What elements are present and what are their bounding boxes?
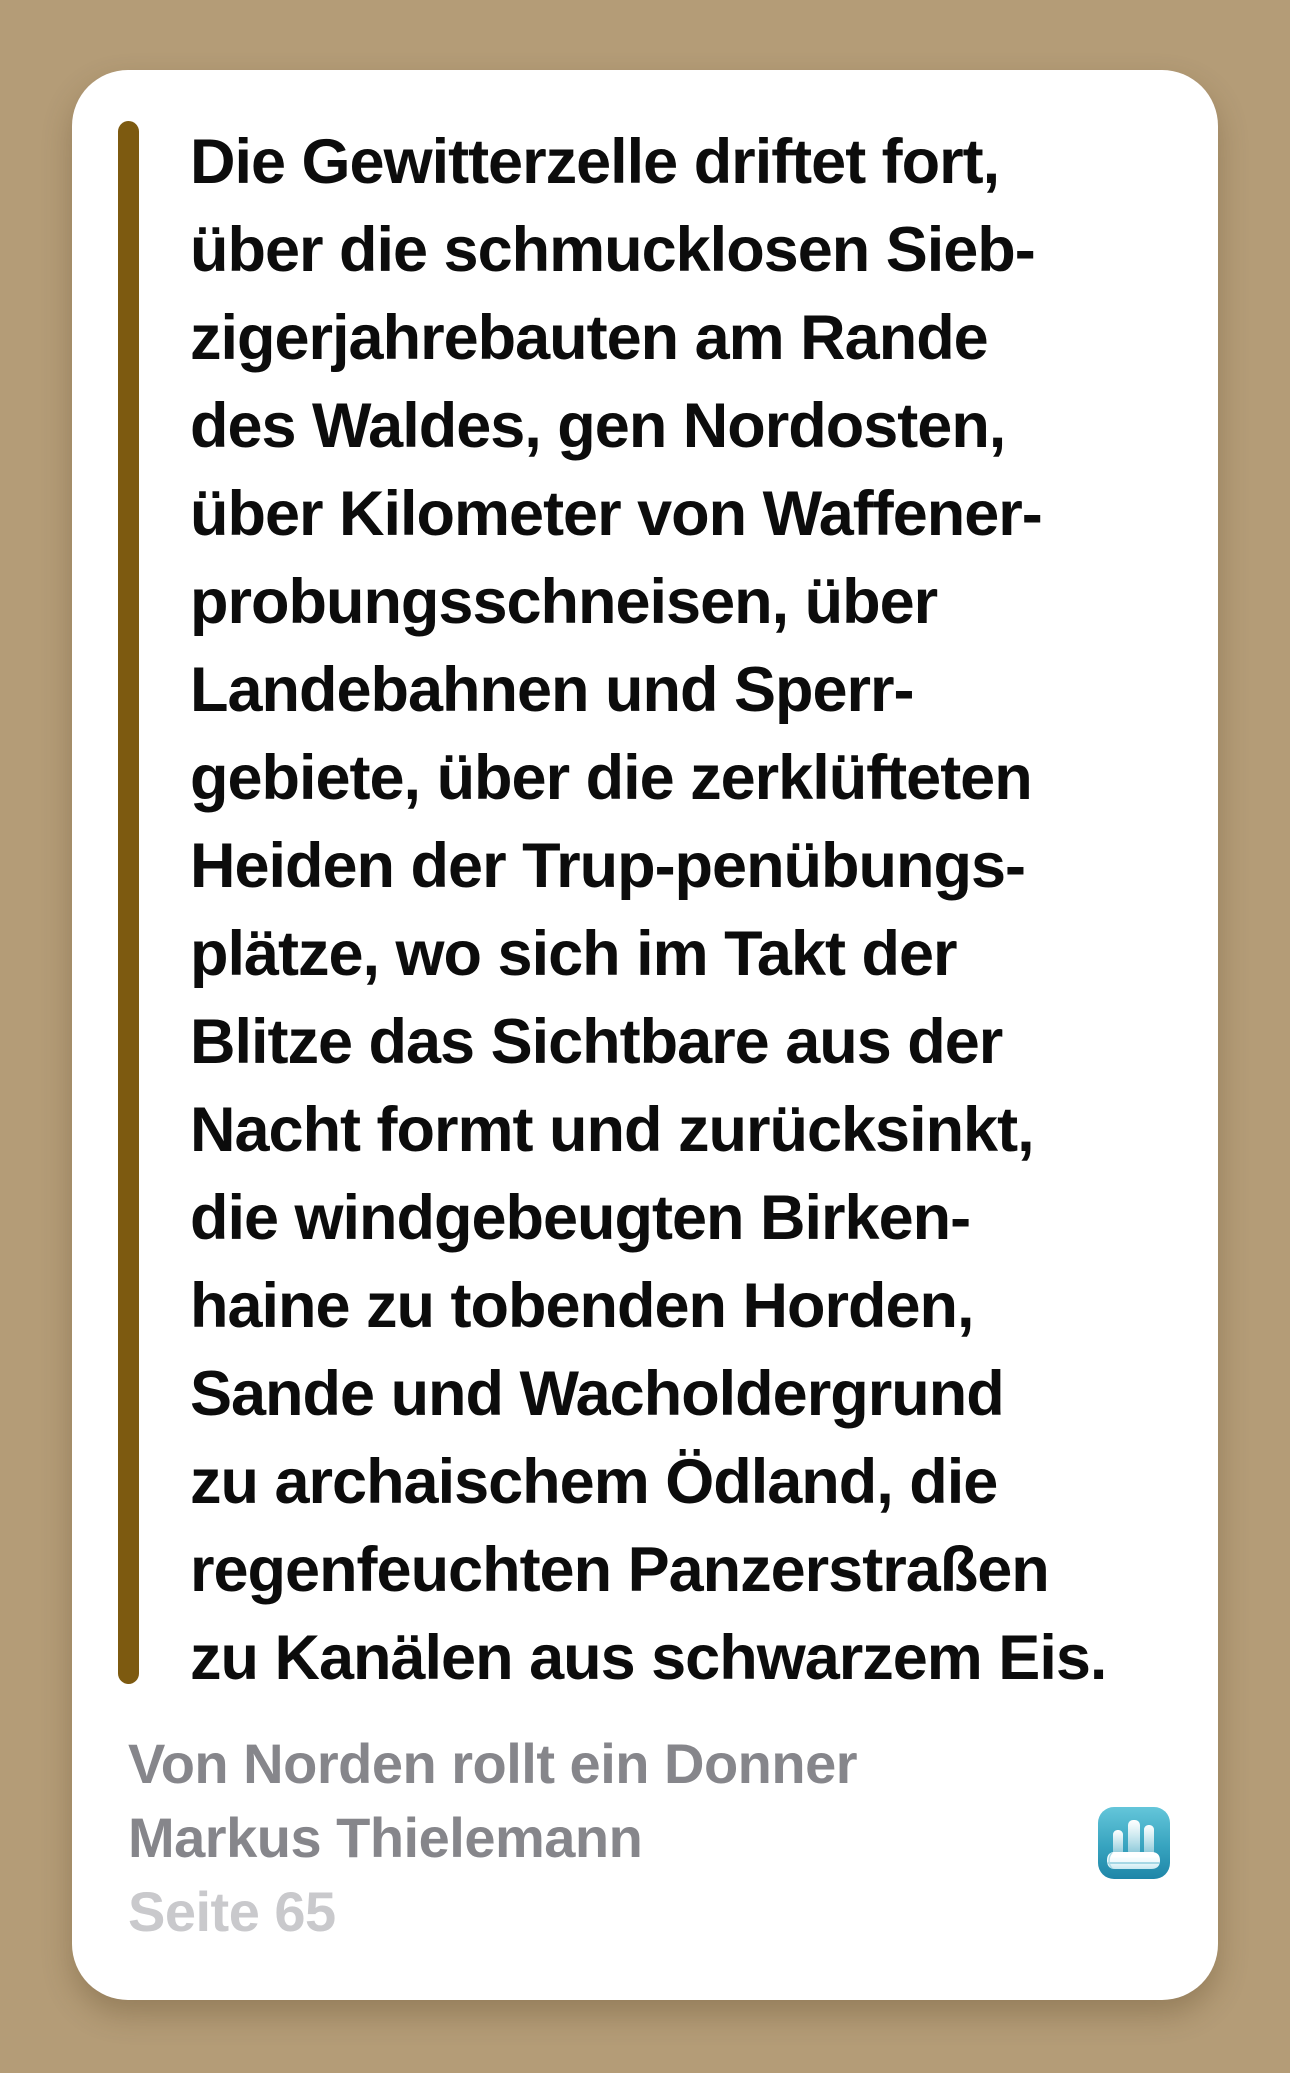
quote-line: die windgebeugten Birken- xyxy=(190,1183,971,1253)
quote-line: Sande und Wacholdergrund xyxy=(190,1359,1004,1429)
quote-block xyxy=(118,118,1178,1702)
apple-books-icon xyxy=(1098,1807,1170,1879)
quote-text xyxy=(190,118,1178,1702)
quote-line: des Waldes, gen Nordosten, xyxy=(190,391,1006,461)
quote-card xyxy=(72,70,1218,2000)
book-page-number: Seite 65 xyxy=(128,1880,336,1943)
quote-line: gebiete, über die zerklüfteten xyxy=(190,743,1032,813)
quote-line: zigerjahrebauten am Rande xyxy=(190,303,988,373)
quote-line: haine zu tobenden Horden, xyxy=(190,1271,974,1341)
book-title: Von Norden rollt ein Donner xyxy=(128,1732,858,1795)
quote-line: zu archaischem Ödland, die xyxy=(190,1447,998,1517)
quote-line: Nacht formt und zurücksinkt, xyxy=(190,1095,1034,1165)
book-metadata xyxy=(128,1727,1170,1949)
quote-line: Blitze das Sichtbare aus der xyxy=(190,1007,1003,1077)
quote-line: probungsschneisen, über xyxy=(190,567,938,637)
quote-line: über die schmucklosen Sieb- xyxy=(190,215,1035,285)
quote-line: Heiden der Trup-penübungs- xyxy=(190,831,1025,901)
quote-line: Die Gewitterzelle driftet fort, xyxy=(190,127,1000,197)
book-author: Markus Thielemann xyxy=(128,1806,643,1869)
quote-line: Landebahnen und Sperr- xyxy=(190,655,914,725)
quote-line: plätze, wo sich im Takt der xyxy=(190,919,957,989)
quote-line: regenfeuchten Panzerstraßen xyxy=(190,1535,1049,1605)
quote-line: über Kilometer von Waffener- xyxy=(190,479,1042,549)
quote-highlight-bar xyxy=(118,121,139,1684)
quote-line: zu Kanälen aus schwarzem Eis. xyxy=(190,1623,1107,1693)
